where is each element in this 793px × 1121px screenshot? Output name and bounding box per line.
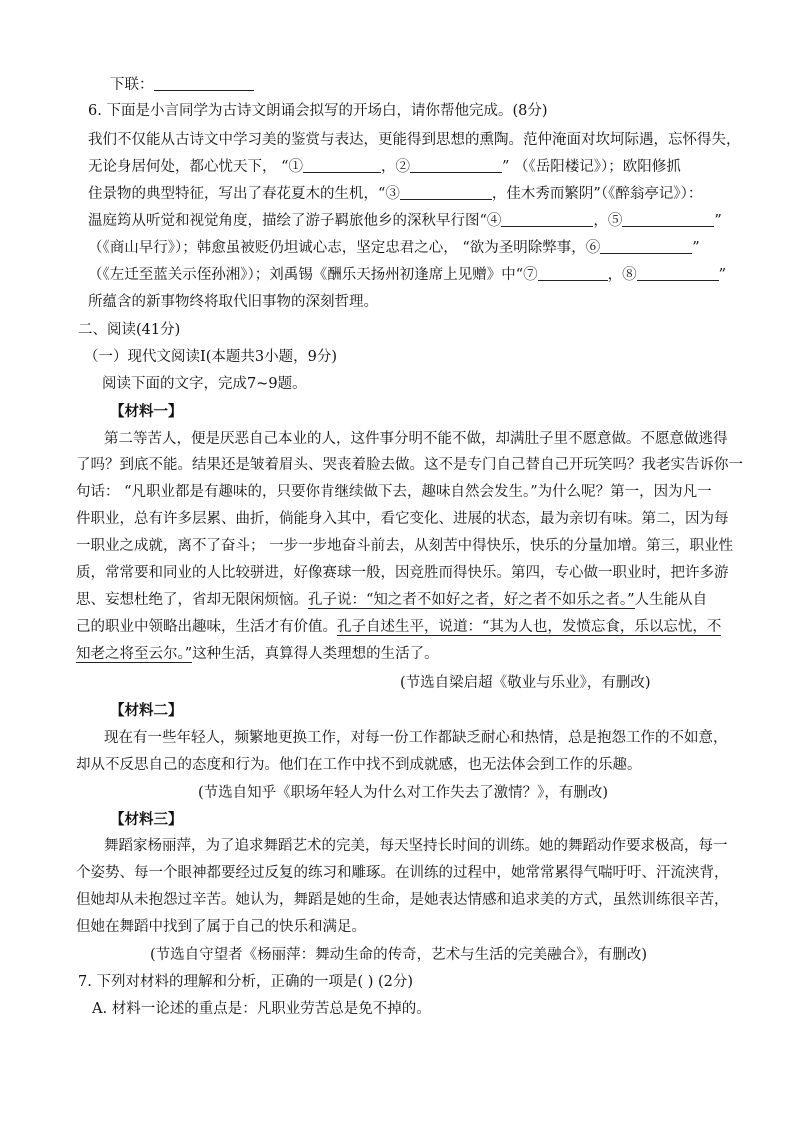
material-3-line: 但她却从未抱怨过辛苦。她认为，舞蹈是她的生命，是她表达情感和追求美的方式，虽然训练很辛苦， — [76, 892, 729, 908]
blank-2[interactable] — [410, 157, 502, 173]
section-title: 二、阅读(41分) — [78, 322, 181, 338]
reading-instruction: 阅读下面的文字，完成7~9题。 — [102, 376, 307, 392]
material-1-line: 一职业之成就，离不了奋斗； 一步一步地奋斗前去，从刻苦中得快乐，快乐的分量加增。第三，职业性 — [76, 538, 734, 554]
blank-3[interactable] — [400, 184, 492, 200]
blank-5[interactable] — [622, 211, 714, 227]
blank-1[interactable] — [303, 157, 381, 173]
material-1-line: 了吗？到底不能。结果还是皱着眉头、哭丧着脸去做。这不是专门自己替自己开玩笑吗？我老实告诉你一 — [76, 457, 743, 473]
material-2-line: 现在有一些年轻人，频繁地更换工作，对每一份工作都缺乏耐心和热情，总是抱怨工作的不如意， — [104, 730, 728, 746]
material-2-line: 却从不反思自己的态度和行为。他们在工作中找不到成就感，也无法体会到工作的乐趣。 — [76, 757, 642, 773]
material-1-line: 知老之将至云尔。”这种生活，真算得人类理想的生活了。 — [76, 646, 439, 662]
q6-line-5: （《商山早行》）；韩愈虽被贬仍坦诚心志，坚定忠君之心， “欲为圣明除弊事，⑥ ” — [88, 240, 700, 256]
material-1-line: 质，常常要和同业的人比较骈进，好像赛球一般，因竞胜而得快乐。第四，专心做一职业时，把许多游 — [76, 565, 729, 581]
material-3-line: 个姿势、每一个眼神都要经过反复的练习和雕琢。在训练的过程中，她常常累得气喘吁吁、汗流浃背， — [76, 865, 729, 881]
underlined-quote: 知老之将至云尔。” — [76, 646, 193, 662]
q6-prompt: 6. 下面是小言同学为古诗文朗诵会拟写的开场白，请你帮他完成。(8分) — [88, 103, 548, 119]
material-1-line: 件职业，总有许多层累、曲折，倘能身入其中，看它变化、进展的状态，最为亲切有味。第二，因为每 — [76, 511, 729, 527]
blank-7[interactable] — [538, 265, 608, 281]
material-1-source: (节选自梁启超《敬业与乐业》，有删改) — [400, 675, 651, 691]
q7-option-a[interactable]: A. 材料一论述的重点是：凡职业劳苦总是免不掉的。 — [92, 1001, 431, 1017]
material-1-line: 思、妄想杜绝了，省却无限闲烦恼。孔子说：“知之者不如好之者，好之者不如乐之者。”人生能从自 — [76, 592, 708, 608]
underlined-quote: 孔子说：“知之者不如好之者，好之者不如乐之者。” — [308, 592, 635, 608]
material-1-line: 句话： “凡职业都是有趣味的，只要你肯继续做下去，趣味自然会发生。”为什么呢？第一，因为凡一 — [76, 484, 712, 500]
material-3-source: (节选自守望者《杨丽萍：舞动生命的传奇，艺术与生活的完美融合》，有删改) — [150, 947, 648, 963]
underlined-quote: 孔子自述生平，说道：“其为人也，发愤忘食，乐以忘忧，不 — [337, 619, 722, 635]
material-3-line: 但她在舞蹈中找到了属于自己的快乐和满足。 — [76, 919, 366, 935]
blank-6[interactable] — [600, 238, 692, 254]
material-3-line: 舞蹈家杨丽萍，为了追求舞蹈艺术的完美，每天坚持长时间的训练。她的舞蹈动作要求极高，每一 — [104, 838, 728, 854]
q6-line-3: 住景物的典型特征，写出了春花夏木的生机，“③ ，佳木秀而繁阴”（《醉翁亭记》）： — [88, 186, 703, 202]
couplet-second-line — [110, 75, 254, 95]
q6-line-1: 我们不仅能从古诗文中学习美的鉴赏与表达，更能得到思想的熏陶。范仲淹面对坎坷际遇，忘怀得失， — [88, 132, 741, 148]
couplet-label: 下联： — [110, 77, 154, 93]
q7-stem: 7. 下列对材料的理解和分析，正确的一项是( ) (2分) — [78, 974, 414, 990]
blank-4[interactable] — [501, 211, 593, 227]
material-2-source: (节选自知乎《职场年轻人为什么对工作失去了激情？》，有删改) — [198, 785, 609, 801]
material-1-line: 己的职业中领略出趣味，生活才有价值。孔子自述生平，说道：“其为人也，发愤忘食，乐以忘忧，不 — [76, 619, 722, 635]
q6-line-6: （《左迁至蓝关示侄孙湘》）；刘禹锡《酬乐天扬州初逢席上见赠》中“⑦ ，⑧ ” — [88, 267, 727, 283]
q6-line-2: 无论身居何处，都心忧天下， “① ，② ” （《岳阳楼记》）；欧阳修抓 — [88, 159, 681, 175]
blank-8[interactable] — [637, 265, 719, 281]
q6-line-4: 温庭筠从听觉和视觉角度，描绘了游子羁旅他乡的深秋早行图“④ ，⑤ ” — [88, 213, 722, 229]
material-1-heading: 【材料一】 — [110, 403, 183, 420]
material-3-heading: 【材料三】 — [110, 811, 183, 828]
material-1-line: 第二等苦人，便是厌恶自己本业的人，这件事分明不能不做，却满肚子里不愿意做。不愿意做逃得 — [104, 431, 728, 447]
part-title: （一）现代文阅读Ⅰ(本题共3小题，9分) — [84, 349, 337, 365]
material-2-heading: 【材料二】 — [110, 702, 183, 719]
q6-line-7: 所蕴含的新事物终将取代旧事物的深刻哲理。 — [88, 294, 378, 310]
answer-blank[interactable] — [154, 75, 254, 91]
